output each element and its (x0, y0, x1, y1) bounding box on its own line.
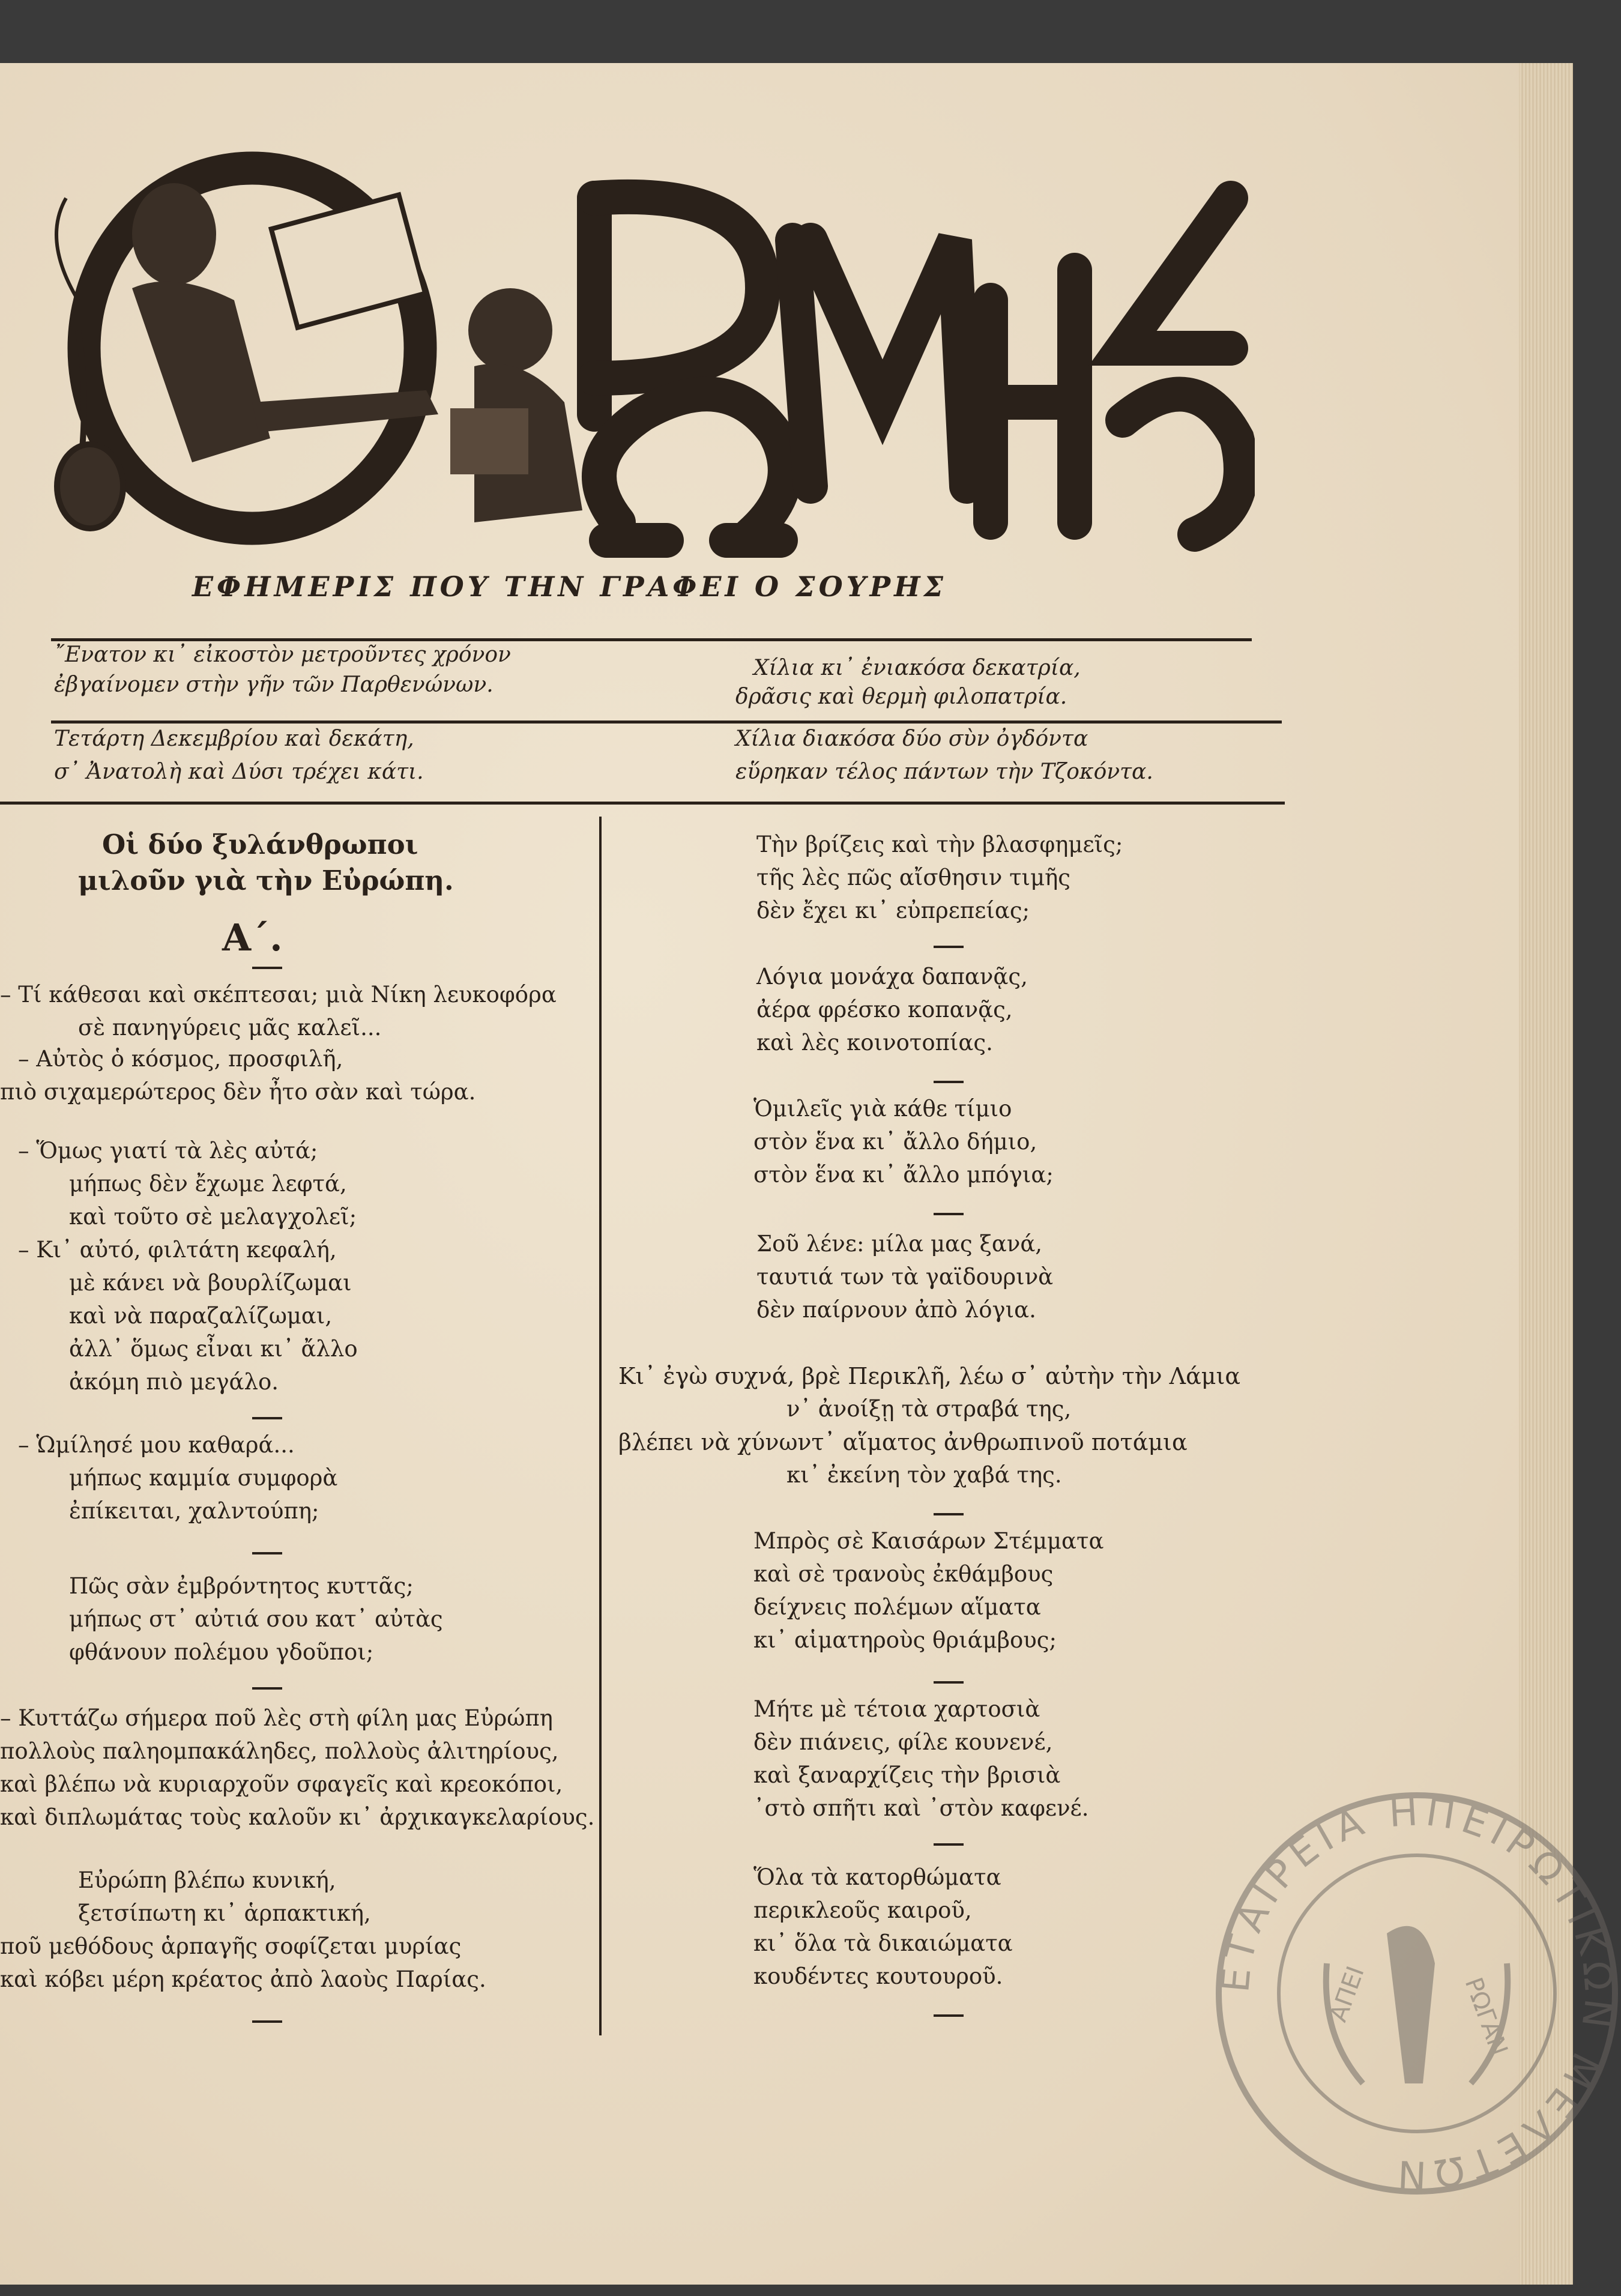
right-line-27: κι᾿ ὅλα τὰ δικαιώματα (753, 1930, 1013, 1956)
header-row1-left-line2: ἐβγαίνομεν στὴν γῆν τῶν Παρθενώνων. (54, 672, 494, 697)
right-line-21: Μήτε μὲ τέτοια χαρτοσιὰ (753, 1696, 1040, 1722)
header-row2-right-line1: Χίλια διακόσα δύο σὺν ὀγδόντα (735, 727, 1088, 751)
right-line-2: τῆς λὲς πῶς αἴσθησιν τιμῆς (756, 865, 1071, 890)
left-line-4: πιὸ σιχαμερώτερος δὲν ἦτο σὰν καὶ τώρα. (0, 1079, 476, 1105)
left-line-7: καὶ τοῦτο σὲ μελαγχολεῖ; (69, 1204, 357, 1230)
right-line-1: Τὴν βρίζεις καὶ τὴν βλασφημεῖς; (756, 832, 1123, 857)
left-line-8: – Κι᾿ αὐτό, φιλτάτη κεφαλή, (18, 1237, 337, 1263)
masthead-subtitle: ΕΦΗΜΕΡΙΣ ΠΟΥ ΤΗΝ ΓΡΑΦΕΙ Ο ΣΟΥΡΗΣ (192, 570, 947, 603)
left-line-19: – Κυττάζω σήμερα ποῦ λὲς στὴ φίλη μας Εὐρώπη (0, 1705, 553, 1731)
poem-section-label: Α΄. (222, 916, 283, 959)
left-line-22: καὶ διπλωμάτας τοὺς καλοῦν κι᾿ ἀρχικαγκελαρίους. (0, 1804, 595, 1830)
header-rule-middle (51, 721, 1282, 724)
right-line-17: Μπρὸς σὲ Καισάρων Στέμματα (753, 1528, 1104, 1554)
right-line-20: κι᾿ αἱματηροὺς θριάμβους; (753, 1627, 1057, 1653)
left-line-20: πολλοὺς παληομπακάληδες, πολλοὺς ἀλιτηρίους, (0, 1738, 559, 1764)
right-line-26: περικλεοῦς καιροῦ, (753, 1897, 972, 1923)
left-line-14: μήπως καμμία συμφορὰ (69, 1465, 338, 1491)
right-dash-4 (934, 1513, 964, 1515)
left-line-25: ποῦ μεθόδους ἁρπαγῆς σοφίζεται μυρίας (0, 1933, 462, 1959)
boy-figure (450, 288, 582, 522)
poem-title-line1: Οἱ δύο ξυλάνθρωποι (102, 829, 418, 860)
right-dash-7 (934, 2014, 964, 2017)
archive-stamp (1207, 1783, 1621, 2204)
left-line-6: μήπως δὲν ἔχωμε λεφτά, (69, 1171, 347, 1197)
right-line-15: βλέπει νὰ χύνωντ᾿ αἵματος ἀνθρωπινοῦ ποτάμια (618, 1429, 1188, 1455)
left-line-2: σὲ πανηγύρεις μᾶς καλεῖ... (78, 1015, 382, 1041)
header-row1-right-line2: δρᾶσις καὶ θερμὴ φιλοπατρία. (735, 684, 1067, 709)
left-line-9: μὲ κάνει νὰ βουρλίζωμαι (69, 1270, 352, 1296)
left-line-16: Πῶς σὰν ἐμβρόντητος κυττᾶς; (69, 1573, 414, 1599)
right-line-23: καὶ ξαναρχίζεις τὴν βρισιὰ (753, 1762, 1061, 1788)
left-line-21: καὶ βλέπω νὰ κυριαρχοῦν σφαγεῖς καὶ κρεοκόποι, (0, 1771, 563, 1797)
right-line-16: κι᾿ ἐκείνη τὸν χαβά της. (786, 1462, 1062, 1488)
header-rule-top (51, 638, 1252, 641)
right-line-13: Κι᾿ ἐγὼ συχνά, βρὲ Περικλῆ, λέω σ᾿ αὐτὴν τὴν Λάμια (618, 1363, 1241, 1389)
right-dash-5 (934, 1681, 964, 1684)
right-dash-1 (934, 946, 964, 948)
right-line-28: κουδέντες κουτουροῦ. (753, 1963, 1003, 1989)
right-dash-2 (934, 1081, 964, 1083)
left-line-17: μήπως στ᾿ αὐτιά σου κατ᾿ αὐτὰς (69, 1606, 443, 1632)
right-line-25: Ὅλα τὰ κατορθώματα (753, 1864, 1001, 1890)
column-divider (599, 817, 602, 2035)
right-line-14: ν᾿ ἀνοίξῃ τὰ στραβά της, (786, 1396, 1072, 1422)
header-row1-right-line1: Χίλια κι᾿ ἐνιακόσα δεκατρία, (753, 656, 1081, 680)
svg-text:ΡΩΓΑΝ: ΡΩΓΑΝ (1459, 1974, 1513, 2059)
left-dash-4 (252, 1687, 282, 1690)
header-row2-left-line1: Τετάρτη Δεκεμβρίου καὶ δεκάτη, (54, 727, 414, 751)
svg-text:ΑΠΕΙ: ΑΠΕΙ (1324, 1962, 1370, 2026)
right-line-24: ᾿στὸ σπῆτι καὶ ᾿στὸν καφενέ. (753, 1795, 1089, 1821)
right-line-7: Ὁμιλεῖς γιὰ κάθε τίμιο (753, 1096, 1012, 1122)
left-line-15: ἐπίκειται, χαλντούπη; (69, 1498, 319, 1524)
left-line-11: ἀλλ᾿ ὅμως εἶναι κι᾿ ἄλλο (69, 1336, 358, 1362)
right-line-6: καὶ λὲς κοινοτοπίας. (756, 1030, 993, 1056)
right-line-3: δὲν ἔχει κι᾿ εὐπρεπείας; (756, 898, 1030, 923)
left-line-1: – Τί κάθεσαι καὶ σκέπτεσαι; μιὰ Νίκη λευκοφόρα (0, 982, 557, 1008)
left-line-13: – Ὡμίλησέ μου καθαρά... (18, 1432, 295, 1458)
left-dash-2 (252, 1417, 282, 1419)
masthead-title-letters (594, 197, 1241, 540)
left-line-3: – Αὐτὸς ὁ κόσμος, προσφιλῆ, (18, 1046, 343, 1072)
header-row1-left-line1: ῎Ενατον κι᾿ εἰκοστὸν μετροῦντες χρόνον (54, 642, 511, 667)
header-rule-bottom (0, 802, 1285, 805)
left-dash-1 (252, 967, 282, 969)
header-row2-left-line2: σ᾿ Ἀνατολὴ καὶ Δύσι τρέχει κάτι. (54, 760, 424, 784)
right-line-10: Σοῦ λένε: μίλα μας ξανά, (756, 1231, 1043, 1257)
right-line-19: δείχνεις πολέμων αἵματα (753, 1594, 1041, 1620)
right-line-18: καὶ σὲ τρανοὺς ἐκθάμβους (753, 1561, 1054, 1587)
right-line-9: στὸν ἕνα κι᾿ ἄλλο μπόγια; (753, 1162, 1054, 1188)
left-line-23: Εὐρώπη βλέπω κυνική, (78, 1867, 336, 1893)
left-line-24: ξετσίπωτη κι᾿ ἁρπακτική, (78, 1900, 371, 1926)
right-dash-3 (934, 1213, 964, 1215)
right-line-22: δὲν πιάνεις, φίλε κουνενέ, (753, 1729, 1053, 1755)
left-line-12: ἀκόμη πιὸ μεγάλο. (69, 1369, 279, 1395)
right-line-4: Λόγια μονάχα δαπανᾷς, (756, 964, 1028, 989)
left-line-5: – Ὅμως γιατί τὰ λὲς αὐτά; (18, 1138, 318, 1164)
left-line-18: φθάνουν πολέμου γδοῦποι; (69, 1639, 374, 1665)
right-line-12: δὲν παίρνουν ἀπὸ λόγια. (756, 1297, 1036, 1323)
header-row2-right-line2: εὕρηκαν τέλος πάντων τὴν Τζοκόντα. (735, 760, 1153, 784)
right-line-11: ταυτιά των τὰ γαϊδουρινὰ (756, 1264, 1054, 1290)
right-dash-6 (934, 1843, 964, 1846)
left-line-10: καὶ νὰ παραζαλίζωμαι, (69, 1303, 333, 1329)
right-line-8: στὸν ἕνα κι᾿ ἄλλο δήμιο, (753, 1129, 1037, 1155)
svg-text:ΕΤΑΙΡΕΙΑ ΗΠΕΙΡΩΤΙΚΩΝ ΜΕΛΕΤΩΝ: ΕΤΑΙΡΕΙΑ ΗΠΕΙΡΩΤΙΚΩΝ ΜΕΛΕΤΩΝ (1213, 1789, 1621, 2197)
right-line-5: ἀέρα φρέσκο κοπανᾷς, (756, 997, 1013, 1023)
masthead-illustration (54, 150, 1255, 582)
poem-title-line2: μιλοῦν γιὰ τὴν Εὐρώπη. (78, 865, 454, 896)
left-dash-5 (252, 2020, 282, 2023)
left-dash-3 (252, 1552, 282, 1554)
left-line-26: καὶ κόβει μέρη κρέατος ἀπὸ λαοὺς Παρίας. (0, 1966, 486, 1992)
